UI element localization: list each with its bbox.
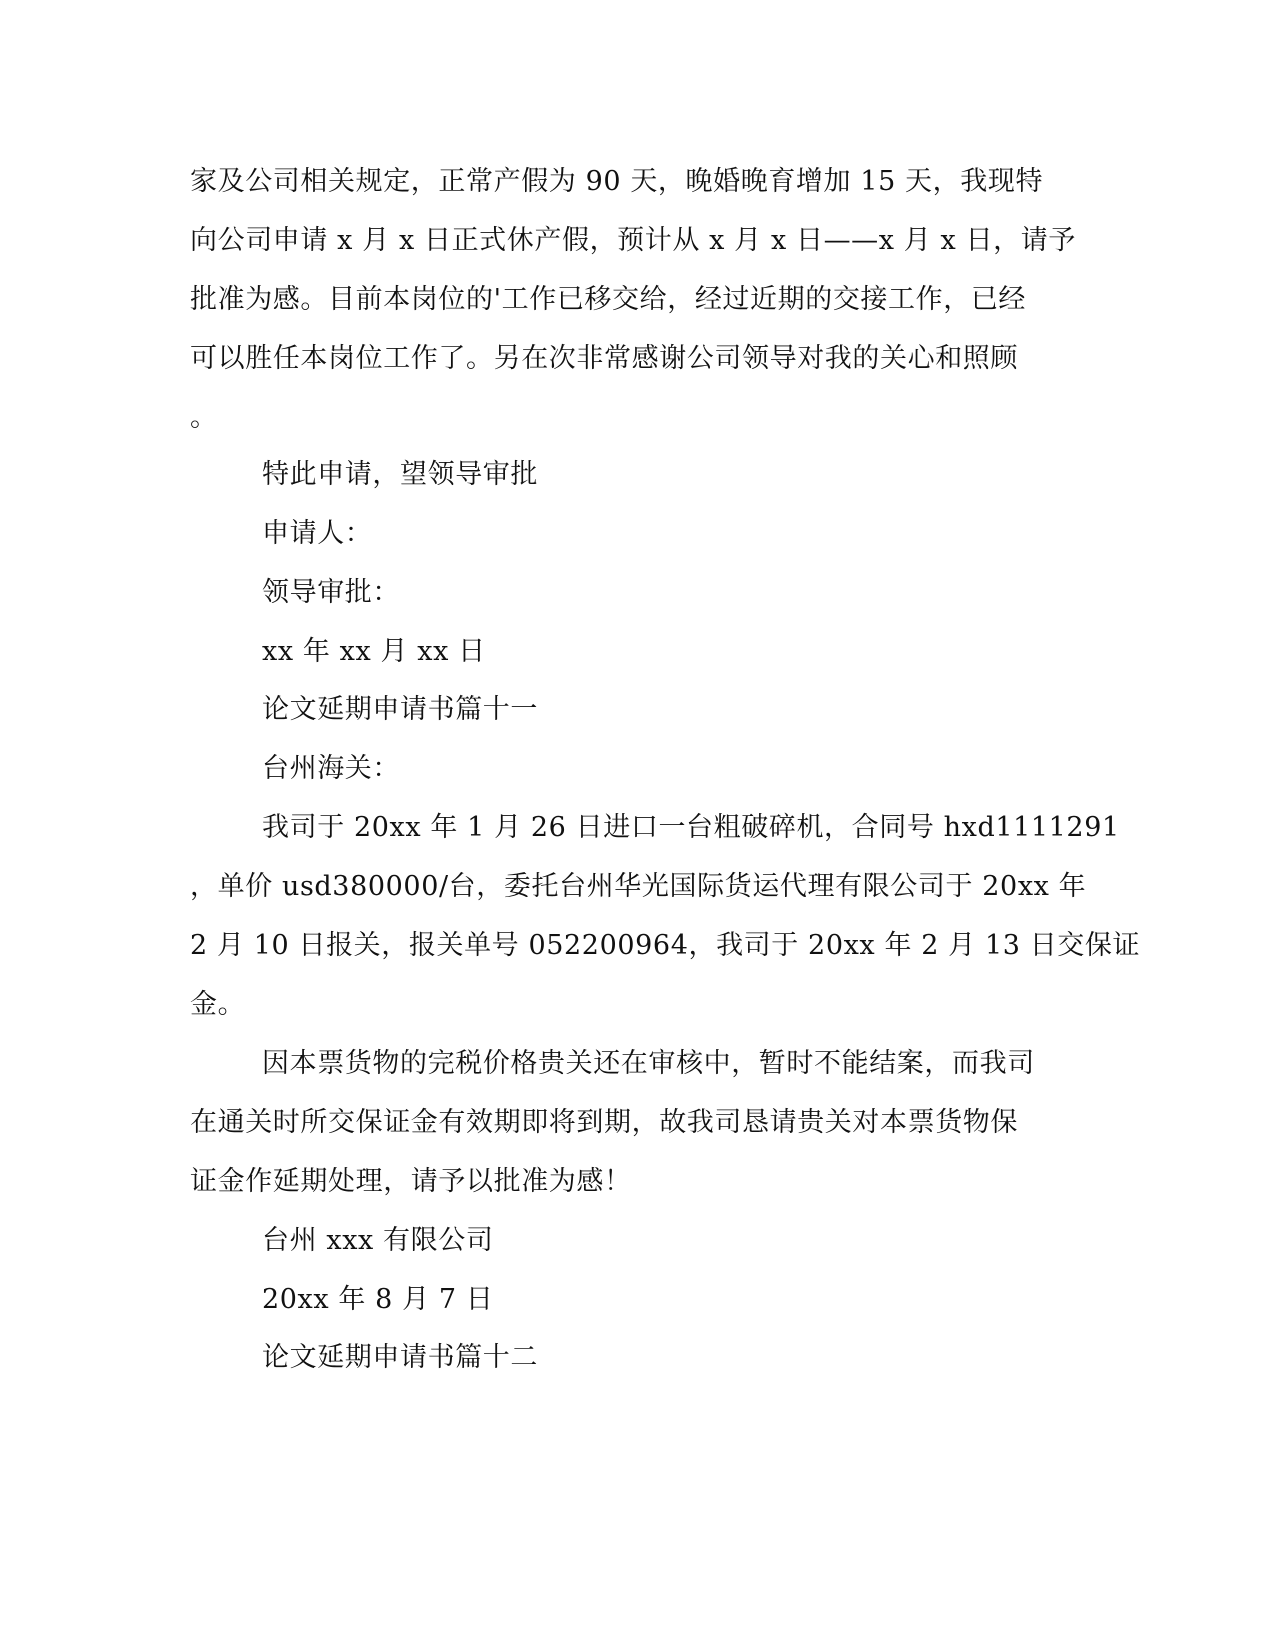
signature-date: 20xx 年 8 月 7 日	[262, 1284, 494, 1315]
paragraph-line: 向公司申请 x 月 x 日正式休产假，预计从 x 月 x 日——x 月 x 日，请予	[190, 225, 1076, 256]
date-line: xx 年 xx 月 xx 日	[262, 636, 486, 667]
paragraph-line: ，单价 usd380000/台，委托台州华光国际货运代理有限公司于 20xx 年	[190, 871, 1087, 902]
paragraph-line: 批准为感。目前本岗位的'工作已移交给，经过近期的交接工作，已经	[190, 284, 1027, 315]
paragraph-line: 金。	[190, 989, 246, 1020]
addressee: 台州海关：	[262, 753, 400, 784]
request-closing: 特此申请，望领导审批	[262, 459, 538, 490]
paragraph-line: 因本票货物的完税价格贵关还在审核中，暂时不能结案，而我司	[262, 1048, 1035, 1079]
paragraph-line: 2 月 10 日报关，报关单号 052200964，我司于 20xx 年 2 月 13 日交保证	[190, 930, 1141, 961]
approval-label: 领导审批：	[262, 577, 400, 608]
paragraph-line: 证金作延期处理，请予以批准为感！	[190, 1166, 632, 1197]
paragraph-line: 我司于 20xx 年 1 月 26 日进口一台粗破碎机，合同号 hxd1111291	[262, 812, 1120, 843]
applicant-label: 申请人：	[262, 518, 373, 549]
section-heading: 论文延期申请书篇十一	[262, 694, 538, 725]
section-heading: 论文延期申请书篇十二	[262, 1342, 538, 1373]
paragraph-line: 在通关时所交保证金有效期即将到期，故我司恳请贵关对本票货物保	[190, 1107, 1018, 1138]
paragraph-line: 家及公司相关规定，正常产假为 90 天，晚婚晚育增加 15 天，我现特	[190, 166, 1044, 197]
paragraph-line: 可以胜任本岗位工作了。另在次非常感谢公司领导对我的关心和照顾	[190, 343, 1018, 374]
company-signature: 台州 xxx 有限公司	[262, 1225, 494, 1256]
paragraph-line: 。	[190, 402, 218, 433]
